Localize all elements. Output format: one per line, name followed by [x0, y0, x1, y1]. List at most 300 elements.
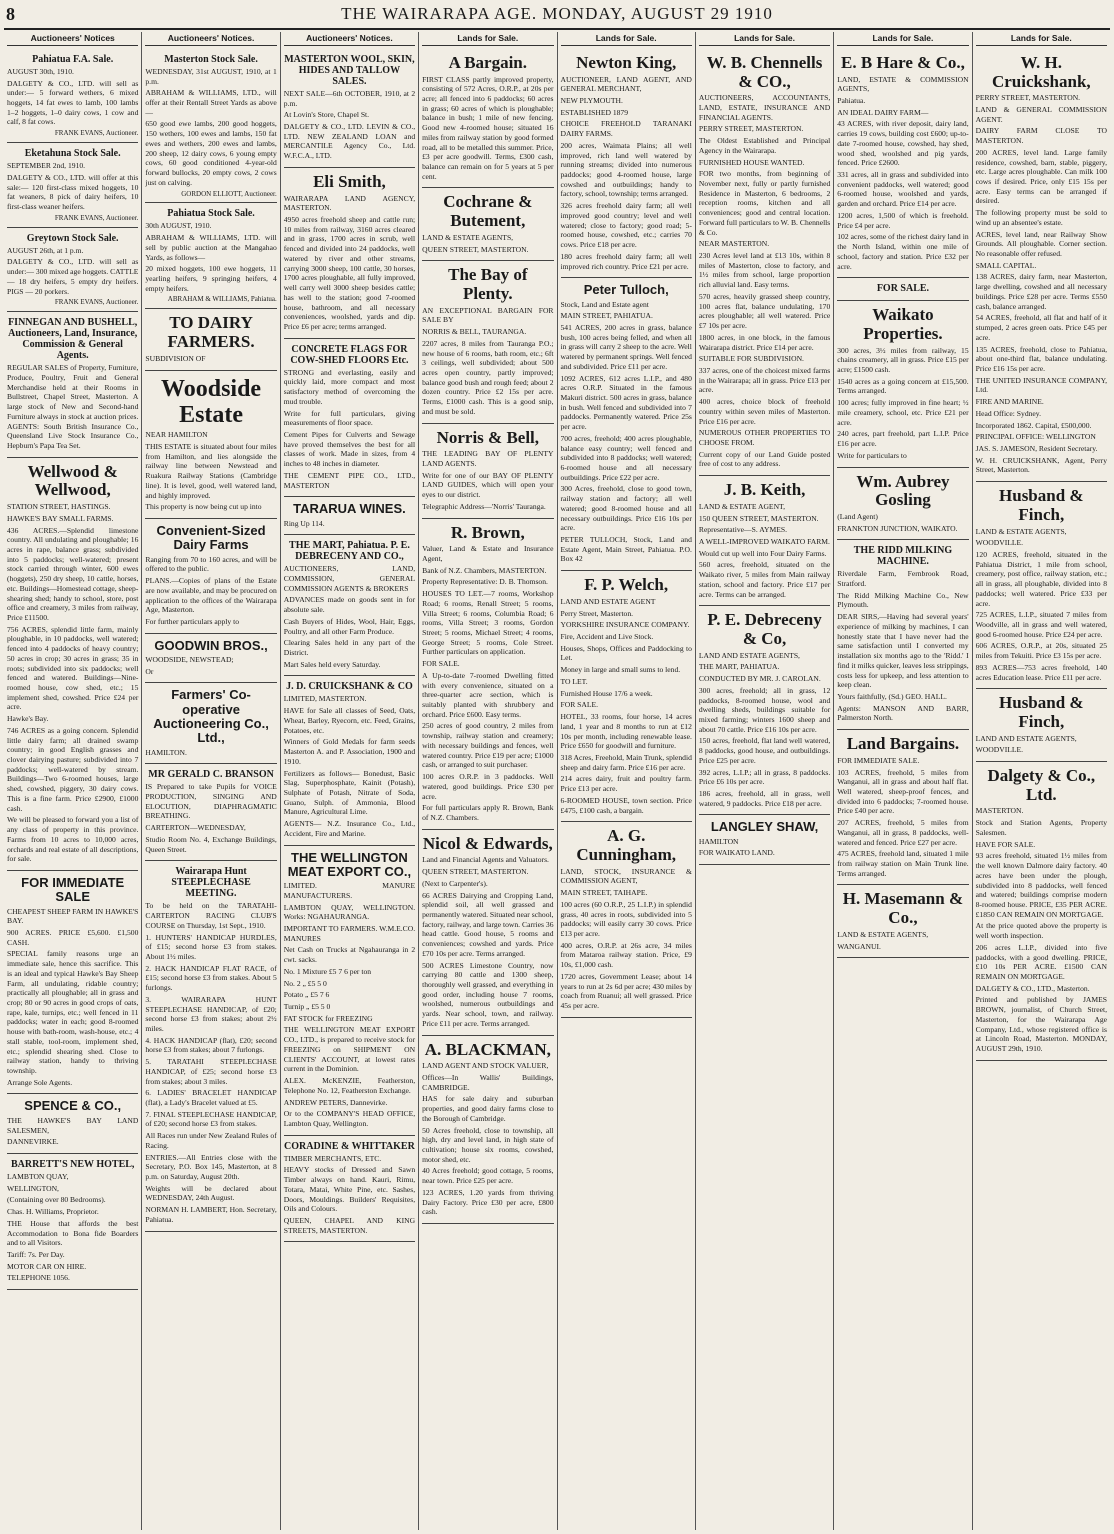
ad-body [837, 512, 968, 533]
ad-body [561, 75, 692, 272]
ad-body [145, 354, 276, 364]
advertisement [284, 49, 415, 168]
ad-text: 1720 acres, Government Lease; about 14 years to run at 2s 6d per acre; 430 miles by coach from Ruanui; all well grassed. Price 45s per acre. [560, 971, 692, 1010]
ad-text: Hawke's Bay. [7, 714, 49, 724]
ad-heading: Norris & Bell, [436, 427, 540, 447]
ad-text: LAMBTON QUAY, WELLINGTON. Works: NGAHAURANGA. [283, 902, 416, 922]
ad-text: 138 ACRES, dairy farm, near Masterton, large dwelling, cowshed and all necessary buildings. Price £28 per acre. Terms £550 cash, balance arranged. [975, 272, 1107, 311]
ad-body [837, 756, 968, 879]
ad-text: Furnished House 17/6 a week. [560, 688, 653, 698]
ad-text: QUEEN STREET, MASTERTON. [422, 244, 529, 254]
ad-text: LAND, STOCK, INSURANCE & COMMISSION AGENT, [560, 866, 692, 886]
ad-text: MAIN STREET, TAIHAPE. [560, 888, 648, 898]
ad-body [699, 651, 830, 809]
advertisement [561, 571, 692, 822]
ad-text: 1540 acres as a going concern at £15,500. Terms arranged. [837, 376, 969, 396]
ad-text: LAND, ESTATE & COMMISSION AGENTS, [837, 74, 969, 94]
ad-text: Printed and published by JAMES BROWN, journalist, of Church Street, Masterton, for the Wairarapa Age Company, Ltd., whose registered office is at Lincoln Road, Masterton. MONDAY, AUGUST 29th, 1910. [975, 995, 1107, 1053]
ad-body [976, 734, 1107, 755]
ad-text: 2. HACK HANDICAP FLAT RACE, of £15; second horse £3 from stakes. About 5 furlongs. [145, 963, 277, 993]
advertisement [837, 468, 968, 541]
ad-text: SUITABLE FOR SUBDIVISION. [698, 354, 804, 364]
ad-text: Turnip „ £5 5 0 [283, 1002, 331, 1012]
ad-text: 2207 acres, 8 miles from Tauranga P.O.; new house of 6 rooms, bath room, etc.; 6ft 3 ceilings, well subdivided; about 500 acres open country, partly improved; balance good bush and rough feed; about 2 dozen country. Price £2 15s per acre. Terms, £1000 cash. This is a good snip, and must be sold. [422, 338, 554, 416]
ad-text: Potato „ £5 7 6 [283, 990, 330, 1000]
ad-text: FOR WAIKATO LAND. [698, 848, 775, 858]
ad-body [145, 748, 276, 758]
ad-text: Arrange Sole Agents. [7, 1077, 73, 1087]
ad-body [7, 502, 138, 864]
ad-text: Write for one of our BAY OF PLENTY LAND GUIDES, which will open your eyes to our district. [422, 470, 554, 500]
ad-text: PLANS.—Copies of plans of the Estate are now available, and may be procured on application to the offices of the Wairarapa Age, Masterton. [145, 576, 277, 615]
ad-heading: J. B. Keith, [723, 480, 806, 500]
ad-text: The Oldest Established and Principal Agency in the Wairarapa. [698, 136, 831, 155]
ad-text: 331 acres, all in grass and subdivided into convenient paddocks, well watered; good 6-roomed house, woolshed and yards, garden and orchard. Price £14 per acre. [837, 170, 969, 209]
ad-text: 230 Acres level land at £13 10s, within 8 miles of Masterton, close to factory, and 1½ miles from school, large proportion rich alluvial land. Easy terms. [698, 251, 831, 290]
ad-body [284, 881, 415, 1129]
advertisement [422, 830, 553, 1036]
ad-text: DALGETY & CO., LTD. will sell as under:— 5 forward wethers, 6 mixed hoggets, 14 fat ewes to lamb, 100 lambs 1–2 hoggets, 1–0 dairy cows, 1 cow and calf, 8 fat cows. [7, 78, 139, 127]
advertisement [145, 683, 276, 764]
ad-text: QUEEN STREET, MASTERTON. [422, 867, 529, 877]
ad-heading: F. P. Welch, [584, 575, 669, 595]
ad-text: HAS for sale dairy and suburban properties, and good dairy farms close to the Borough of Cambridge. [422, 1094, 554, 1123]
masthead [0, 4, 1114, 26]
ad-text: 240 acres, part freehold, part L.I.P. Price £16 per acre. [837, 429, 969, 449]
ad-text: Fire, Accident and Live Stock. [560, 632, 654, 642]
ad-text: WOODSIDE, NEWSTEAD; [145, 654, 234, 664]
ad-heading: THE MART, Pahiatua. P. E. DEBRECENY AND CO., [289, 540, 410, 563]
advertisement [422, 188, 553, 261]
ad-text: HAVE for Sale all classes of Seed, Oats, Wheat, Barley, Ryecorn, etc. Feed, Grains, Potatoes, etc. [283, 706, 416, 735]
ad-heading: Greytown Stock Sale. [26, 232, 119, 244]
ad-heading: The Bay of Plenty. [448, 265, 528, 303]
ad-signature: ABRAHAM & WILLIAMS, Pahiatua. [167, 295, 277, 304]
ad-text: 1. HUNTERS' HANDICAP HURDLES, of £15; second horse £3 from stakes. About 1½ miles. [145, 932, 277, 961]
ad-text: ABRAHAM & WILLIAMS, LTD. will sell by public auction at the Mangahao Yards, as follows— [145, 233, 277, 262]
masthead-rule [4, 28, 1110, 30]
ad-text: Representative—S. AYMES. [698, 525, 787, 535]
ad-text: ALEX. McKENZIE, Featherston, Telephone No. 12, Featherston Exchange. [283, 1076, 416, 1095]
ad-text: IMPORTANT TO FARMERS. W.M.E.CO. MANURES [283, 924, 416, 943]
ad-text: CHEAPEST SHEEP FARM IN HAWKE'S BAY. [7, 906, 139, 926]
advertisement [7, 1094, 138, 1153]
ad-text: No. 1 Mixture £5 7 6 per ton [283, 966, 372, 976]
ad-text: 54 ACRES, freehold, all flat and half of it stumped, 2 acres green oats. Price £45 per acre. [975, 313, 1107, 342]
ad-text: (Next to Carpenter's). [422, 878, 488, 888]
column-8 [973, 32, 1110, 1530]
ad-body [284, 519, 415, 529]
ad-text: THE House that affords the best Accommodation to Bona fide Boarders and to all Visitors. [7, 1218, 139, 1248]
ad-body [145, 430, 276, 512]
ad-text: ANDREW PETERS, Dannevirke. [283, 1097, 388, 1107]
ad-body [284, 89, 415, 161]
ad-text: Current copy of our Land Guide posted free of cost to any address. [698, 449, 831, 469]
ad-text: PETER TULLOCH, Stock, Land and Estate Agent, Main Street, Pahiatua. P.O. Box 42 [560, 535, 692, 564]
ad-text: To be held on the TARATAHI-CARTERTON RACING CLUB'S COURSE on Thursday, 1st Sept., 1910. [145, 901, 277, 930]
advertisement [284, 168, 415, 339]
advertisement [145, 861, 276, 1231]
advertisement [145, 49, 276, 204]
ad-heading: A. G. Cunningham, [576, 826, 677, 864]
ad-text: HEAVY stocks of Dressed and Sawn Timber always on hand. Kauri, Rimu, Totara, Matai, White Pine, etc. Sashes, Doors, Mouldings. Builders' Requisites, Oils and Colours. [283, 1165, 416, 1214]
ad-heading: TO DAIRY FARMERS. [167, 313, 255, 352]
ad-text: At Lovin's Store, Chapel St. [283, 110, 370, 120]
ad-text: Stock and Station Agents, Property Salesmen. [975, 818, 1107, 837]
ad-text: 120 ACRES, freehold, situated in the Pahiatua District, 1 mile from school, creamery, post office, railway station, etc.; all in grass, all ploughable, divided into 8 paddocks; well watered. Price £33 per acre. [975, 549, 1107, 608]
ad-body [145, 901, 276, 1224]
ad-text: DANNEVIRKE. [7, 1137, 59, 1147]
ad-heading: W. H. Cruickshank, [991, 52, 1091, 91]
ad-text: 250 acres of good country, 2 miles from township, railway station and creamery; with necessary buildings and fences, well watered country. Price £19 per acre; £1000 cash, or arranged to suit purchaser. [422, 721, 554, 770]
ad-text: REGULAR SALES of Property, Furniture, Produce, Poultry, Fruit and General Merchandise held at their Rooms in Bullstreet, Chapel Street, Masterton. A large stock of New and Second-hand Furniture always in stock at auction prices. AGENTS: South British Insurance Co., Queensland Live Stock Insurance Co., Hepburn's Papa Tea Set. [7, 363, 139, 450]
advertisement [699, 606, 830, 815]
advertisement [7, 143, 138, 228]
ad-text: Winners of Gold Medals for farm seeds Masterton A. and P. Association, 1900 and 1910. [283, 737, 416, 766]
ad-heading: H. Masemann & Co., [842, 889, 964, 928]
ad-text: Riverdale Farm, Fernbrook Road, Stratford. [837, 569, 969, 589]
ad-text: LAND AND ESTATE AGENT [560, 596, 656, 606]
ad-text: 206 acres L.I.P., divided into five paddocks, with a good dwelling. PRICE, £10 10s PER ACRE. £1500 CAN REMAIN ON MORTGAGE. [975, 942, 1107, 981]
ad-text: ESTABLISHED 1879 [560, 107, 629, 117]
advertisement [145, 371, 276, 520]
ad-text: 1800 acres, in one block, in the famous Wairarapa district. Price £14 per acre. [698, 332, 831, 352]
ad-text: 5. TARATAHI STEEPLECHASE HANDICAP, of £25; second horse £3 from stakes; about 3 miles. [145, 1057, 277, 1086]
ad-text: 6. LADIES' BRACELET HANDICAP (flat), a Lady's Bracelet valued at £5. [145, 1088, 277, 1108]
ad-text: HAMILTON [698, 836, 739, 846]
ad-signature: FRANK EVANS, Auctioneer. [54, 129, 139, 138]
ad-heading: Dalgety & Co., Ltd. [987, 766, 1096, 804]
ad-text: 300 acres, 3½ miles from railway, 15 chains creamery, all in grass. Price £15 per acre; £1500 cash. [837, 345, 969, 375]
ad-text: Stock, Land and Estate agent [560, 299, 649, 309]
ad-body [699, 837, 830, 858]
ad-text: YORKSHIRE INSURANCE COMPANY. [560, 620, 690, 630]
ad-text: THE UNITED INSURANCE COMPANY, Ltd. [975, 375, 1107, 395]
ad-heading: FINNEGAN AND BUSHELL, Auctioneers, Land, Insurance, Commission & General Agents. [8, 317, 138, 362]
ad-text: 66 ACRES Dairying and Cropping Land, splendid soil, all well grassed and permanently watered. Situated near school, factory, railway, and large town. Carries 36 head cattle. Good house, 5 rooms and conveniences; cowshed and yards. Price £70 10s per acre. Terms arranged. [422, 890, 554, 958]
ad-text: TELEPHONE 1056. [7, 1273, 70, 1283]
ad-text: DAIRY FARM CLOSE TO MASTERTON. [975, 126, 1107, 146]
advertisement [7, 1154, 138, 1290]
column-4 [419, 32, 557, 1530]
ad-text: 20 mixed hoggets, 100 ewe hoggets, 11 yearling heifers, 9 springing heifers, 4 empty heifers. [145, 264, 277, 293]
ad-signature: GORDON ELLIOTT, Auctioneer. [181, 189, 277, 198]
advertisement [7, 228, 138, 313]
ad-text: ABRAHAM & WILLIAMS, LTD., will offer at their Rentall Street Yards as above— [145, 88, 277, 117]
advertisement [422, 261, 553, 423]
ad-text: FIRE AND MARINE. [975, 397, 1044, 407]
ad-text: CONDUCTED BY MR. J. CAROLAN. [698, 674, 821, 684]
ad-body [422, 544, 553, 822]
ad-heading: Eketahuna Stock Sale. [24, 148, 121, 160]
ad-heading: Cochrane & Butement, [443, 192, 533, 231]
advertisement [976, 49, 1107, 482]
column-5 [558, 32, 696, 1530]
column-3 [281, 32, 419, 1530]
ad-text: Ranging from 70 to 160 acres, and will be offered to the public. [145, 554, 277, 574]
ad-text: DALGETY & CO., LTD. will sell as under:— 300 mixed age hoggets. CATTLE — 18 dry heifers, 5 empty dry heifers. PIGS — 20 porkers. [7, 257, 139, 296]
ad-text: 4950 acres freehold sheep and cattle run; 10 miles from railway, 3160 acres cleared and in grass, 1700 acres in scrub, well fenced and divided into 24 paddocks, well watered by river and other streams, carrying 3000 sheep, 100 cattle, 30 horses, 1700 acres ploughable, all fully improved, well carry well 3000 sheep besides cattle; has well to the station; good 7-roomed house, bathroom, and all necessary conveniences, woolshed, yards and dip. Price £6 per acre; terms arranged. [283, 215, 416, 331]
ad-text: 900 ACRES. PRICE £5,600. £1,500 CASH. [7, 927, 139, 947]
advertisement [837, 885, 968, 958]
advertisement [699, 476, 830, 606]
column-header: Lands for Sale. [561, 32, 692, 46]
ad-heading: W. B. Chennells & CO., [706, 52, 823, 91]
ad-text: 500 ACRES Limestone Country, now carrying 80 cattle and 1300 sheep, thoroughly well grassed, and everything in good order, including house 7 rooms, woolshed, numerous outbuildings and yards. Near school, town, and railway. Price £11 per acre. Terms arranged. [422, 960, 554, 1028]
ad-heading: Waikato Properties. [863, 305, 943, 343]
ad-text: TIMBER MERCHANTS, ETC. [283, 1153, 382, 1163]
ad-text: FOR SALE. [422, 659, 460, 669]
ad-text: 102 acres, some of the richest dairy land in the North Island, within one mile of school, factory and station. Price £32 per acre. [837, 232, 969, 271]
column-header: Auctioneers' Notices. [145, 32, 276, 46]
ad-text: 50 Acres freehold, close to township, all high, dry and level land, in high state of cultivation; house six rooms, cowshed, motor shed, etc. [422, 1125, 554, 1164]
advertisement [837, 278, 968, 301]
ad-body [284, 194, 415, 332]
ad-text: NORRIS & BELL, TAURANGA. [422, 327, 527, 337]
column-2 [142, 32, 280, 1530]
ad-text: 135 ACRES, freehold, close to Pahiatua, about one-third flat, balance undulating. Price £16 15s per acre. [975, 344, 1107, 373]
ad-text: Would cut up well into Four Dairy Farms. [698, 548, 827, 558]
advertisement [699, 49, 830, 476]
column-header: Lands for Sale. [837, 32, 968, 46]
advertisement [976, 482, 1107, 689]
ad-text: 700 acres, freehold; 400 acres ploughable, balance easy country; well fenced and subdivided into 8 paddocks; well watered; 6-roomed house and all necessary outbuildings. Price £22 per acre. [560, 433, 692, 482]
ad-text: Offices—In Wallis' Buildings, CAMBRIDGE. [422, 1072, 554, 1092]
ad-body [699, 93, 830, 469]
ad-text: AN IDEAL DAIRY FARM— [837, 107, 929, 117]
ad-text: PRINCIPAL OFFICE: WELLINGTON [975, 432, 1096, 442]
ad-text: 436 ACRES.—Splendid limestone country. All undulating and ploughable; 16 acres in rape, balance grass; subdivided into 5 paddocks; well-watered; present stock carried through winter, 600 ewes (hoggets), 250 dry sheep, 10 cattle, horses, etc. Buildings—Homestead cottage, sheep-shearing shed; handy to school, store, post office and creamery, 3 miles from railway, Price £11500. [7, 525, 139, 622]
ad-signature: FRANK EVANS, Auctioneer. [54, 213, 139, 222]
ad-text: STATION STREET, HASTINGS. [7, 502, 111, 512]
ad-text: TO LET. [560, 676, 588, 686]
ad-text: Cement Pipes for Culverts and Sewage have proved themselves the best for all classes of work. Made in sizes, from 4 inches to 48 inches in diameter. [283, 429, 416, 469]
ad-heading: Wairarapa Hunt STEEPLECHASE MEETING. [171, 866, 251, 900]
ad-body [284, 368, 415, 491]
ad-text: 30th AUGUST, 1910. [145, 221, 212, 231]
ad-body [422, 233, 553, 254]
column-6 [696, 32, 834, 1530]
advertisement [976, 689, 1107, 762]
ad-text: WANGANUI. [837, 941, 881, 951]
ad-text: 7. FINAL STEEPLECHASE HANDICAP, of £20; second horse £3 from stakes. [145, 1109, 277, 1129]
ad-text: LAND & ESTATE AGENTS, [422, 232, 514, 242]
ad-signature: FRANK EVANS, Auctioneer. [54, 298, 139, 307]
ad-text: DALGETY & CO., LTD. will offer at this sale:— 120 first-class mixed hoggets, 10 fat weaners, 8 pick of dairy heifers, 10 first-class weaner heifers. [7, 172, 139, 212]
ad-text: 6-ROOMED HOUSE, town section. Price £475, £100 cash, a bargain. [560, 795, 692, 815]
advertisement [837, 730, 968, 885]
ad-text: Studio Room No. 4, Exchange Buildings, Queen Street. [145, 834, 277, 854]
ad-text: Pahiatua. [837, 96, 866, 105]
ad-text: LAND & ESTATE AGENTS, [975, 526, 1067, 536]
ad-text: QUEEN, CHAPEL AND KING STREETS, MASTERTON. [283, 1215, 416, 1235]
ad-text: Mart Sales held every Saturday. [283, 659, 381, 669]
advertisement [145, 309, 276, 370]
ad-heading: Land Bargains. [846, 734, 960, 754]
ad-text: 606 ACRES, O.R.P., at 20s, situated 25 miles from Tekuiti. Price £3 15s per acre. [975, 641, 1107, 661]
column-header: Lands for Sale. [699, 32, 830, 46]
advertisement [561, 822, 692, 1017]
ad-text: FIRST CLASS partly improved property, consisting of 572 Acres, O.R.P., at 20s per acre; all fenced into 6 paddocks; 60 acres in grass; 60 acres of which is ploughable; balance in bush; 1 mile of new fencing. Good new 4-roomed house; situated 16 miles from railway station by good formed road, all to be metalled this summer. Price, £3 per acre goodwill. Terms, £300 cash, balance can remain on for 5 years at 5 per cent. [422, 74, 554, 181]
ad-body [145, 782, 276, 854]
ad-text: 560 acres, freehold, situated on the Waikato river, 5 miles from Main railway station, school and factory. Price £17 per acre. Terms can be arranged. [698, 560, 831, 599]
ad-body [837, 569, 968, 723]
ad-text: 725 ACRES, L.I.P., situated 7 miles from Woodville, all in grass and well watered, good 6-roomed house. Price £24 per acre. [975, 610, 1107, 639]
ad-text: Agents: MANSON AND BARR, Palmerston North. [837, 703, 969, 723]
ad-heading: GOODWIN BROS., [154, 637, 268, 653]
ad-heading: CORADINE & WHITTAKER [284, 1140, 415, 1152]
ad-body [561, 867, 692, 1011]
ad-text: 43 ACRES, with river deposit, dairy land, carries 19 cows, building cost £600; up-to-date 7-roomed house, cowshed, hay shed, wood shed, woolshed and pig yards, fenced. Price £2600. [837, 119, 969, 168]
ad-text: WOODVILLE. [975, 745, 1024, 755]
ad-heading: E. B Hare & Co., [841, 52, 965, 72]
ad-body [145, 221, 276, 293]
ad-text: A Up-to-date 7-roomed Dwelling fitted with every convenience, situated on a three-quarter acre section, which is suitably planted with shrubbery and orchard. Price £600. Easy terms. [422, 670, 554, 719]
ad-text: 318 Acres, Freehold, Main Trunk, splendid sheep and dairy farm. Price £16 per acre. [560, 752, 692, 772]
ad-text: LAND & ESTATE AGENT, [698, 501, 786, 511]
ad-text: FOR IMMEDIATE SALE. [837, 755, 920, 765]
ad-body [7, 67, 138, 127]
ad-text: AUCTIONEERS, ACCOUNTANTS, LAND, ESTATE, INSURANCE AND FINANCIAL AGENTS. [698, 93, 831, 122]
ad-text: Cash Buyers of Hides, Wool, Hair, Eggs, Poultry, and all other Farm Produce. [283, 616, 416, 636]
ad-body [145, 555, 276, 627]
advertisement [422, 424, 553, 519]
ad-text: 150 QUEEN STREET, MASTERTON. [698, 513, 819, 523]
ad-body [561, 597, 692, 815]
ad-text: Property Representative: D. B. Thomson. [422, 577, 548, 587]
column-header: Lands for Sale. [976, 32, 1107, 46]
advertisement [284, 339, 415, 498]
ad-text: 200 acres, Waimata Plains; all well improved, rich land well watered by running streams; divided into numerous paddocks; good 4-roomed house, large cowshed and outbuildings; handy to factory, school, township; terms arranged. [560, 140, 692, 199]
ad-text: 100 acres O.R.P. in 3 paddocks. Well watered, good buildings. Price £30 per acre. [422, 772, 554, 801]
ad-text: LAND AND ESTATE AGENTS, [975, 733, 1077, 743]
ad-heading: CONCRETE FLAGS FOR COW-SHED FLOORS Etc. [290, 343, 409, 366]
ad-body [837, 930, 968, 951]
ad-text: The Ridd Milking Machine Co., New Plymouth. [837, 590, 969, 610]
ad-text: WELLINGTON, [7, 1183, 59, 1193]
ad-text: 1200 acres, 1,500 of which is freehold. Price £4 per acre. [837, 210, 969, 230]
ad-text: PERRY STREET, MASTERTON. [975, 93, 1081, 103]
ad-heading: Convenient-Sized Dairy Farms [156, 523, 266, 553]
advertisement [284, 1136, 415, 1243]
ad-text: Telegraphic Address—'Norris' Tauranga. [422, 501, 546, 511]
column-header: Auctioneers' Notices [7, 32, 138, 46]
ad-body [7, 1172, 138, 1283]
ad-heading: Newton King, [576, 52, 677, 72]
ad-text: NEAR MASTERTON. [698, 239, 770, 249]
ad-body [7, 363, 138, 450]
ad-text: Valuer, Land & Estate and Insurance Agent, [422, 544, 554, 563]
ad-body [145, 67, 276, 188]
ad-text: AUCTIONEER, LAND AGENT, AND GENERAL MERCHANT, [560, 74, 692, 94]
ad-heading: Masterton Stock Sale. [164, 53, 258, 65]
ad-text: LAND & GENERAL COMMISSION AGENT. [975, 104, 1107, 124]
ad-text: 3. WAIRARAPA HUNT STEEPLECHASE HANDICAP, of £20; second horse £3 from stakes; about 2½ miles. [145, 994, 277, 1033]
advertisement [837, 49, 968, 278]
ad-text: Yours faithfully, (Sd.) GEO. HALL. [837, 691, 947, 701]
ad-body [422, 1061, 553, 1217]
ad-text: SUBDIVISION OF [145, 353, 206, 363]
ad-text: No. 2 „ £5 5 0 [283, 978, 327, 988]
ad-body [284, 1154, 415, 1236]
ad-text: THE HAWKE'S BAY LAND SALESMEN, [7, 1115, 139, 1135]
ad-text: Bank of N.Z. Chambers, MASTERTON. [422, 565, 547, 575]
ad-heading: Nicol & Edwards, [422, 833, 553, 853]
ad-text: NORMAN H. LAMBERT, Hon. Secretary, Pahiatua. [145, 1205, 277, 1224]
ad-body [422, 855, 553, 1028]
advertisement [284, 497, 415, 535]
ad-text: 123 ACRES, 1.20 yards from thriving Dairy Factory. Price £30 per acre, £800 cash. [422, 1187, 554, 1217]
ad-text: Head Office: Sydney. [975, 408, 1041, 418]
ad-heading: Wm. Aubrey Gosling [856, 471, 950, 510]
advertisement [561, 49, 692, 278]
ad-text: CARTERTON—WEDNESDAY, [145, 823, 246, 833]
ad-body [699, 502, 830, 599]
newspaper-title: THE WAIRARAPA AGE. MONDAY, AUGUST 29 1910 [341, 4, 773, 23]
ad-text: HOTEL, 33 rooms, four horse, 14 acres land, 1 year and 8 months to run at £12 10s per month, including renewable lease. Price £650 for goodwill and furniture. [560, 712, 692, 751]
advertisement [561, 278, 692, 571]
ad-heading: A. BLACKMAN, [424, 1039, 551, 1059]
advertisement [284, 846, 415, 1136]
ad-text: ACRES, level land, near Railway Show Grounds. All ploughable. Corner section. No reasonable offer refused. [975, 229, 1107, 259]
ad-heading: J. D. CRUICKSHANK & CO [286, 681, 413, 693]
ad-text: MOTOR CAR ON HIRE. [7, 1261, 87, 1271]
ad-text: JAS. S. JAMESON, Resident Secretary. [975, 443, 1098, 453]
ad-text: Perry Street, Masterton. [560, 608, 634, 618]
ad-text: 300 Acres, freehold, close to good town, railway station and factory; all well watered; good 8-roomed house and all necessary outbuildings. Price £16 10s per acre. [560, 484, 692, 533]
ad-heading: Husband & Finch, [999, 693, 1084, 731]
advertisement [7, 312, 138, 457]
ad-text: 40 Acres freehold; good cottage, 5 rooms, near town. Price £25 per acre. [422, 1166, 554, 1186]
ad-heading: Pahiatua F.A. Sale. [32, 53, 114, 65]
ad-heading: THE WELLINGTON MEAT EXPORT CO., [287, 849, 412, 879]
ad-heading: Wellwood & Wellwood, [27, 461, 118, 500]
ad-text: A WELL-IMPROVED WAIKATO FARM. [698, 536, 830, 546]
ad-text: Money in large and small sums to lend. [560, 665, 681, 675]
ad-text: NUMEROUS OTHER PROPERTIES TO CHOOSE FROM. [698, 428, 831, 447]
ad-text: 103 ACRES, freehold, 5 miles from Wanganui, all in grass and about half flat. Well watered, sheep-proof fences, and divided into 6 paddocks; 7-roomed house. Price £40 per acre. [837, 767, 969, 816]
ad-text: LAND AND ESTATE AGENTS, [698, 650, 800, 660]
ad-text: WOODVILLE. [975, 538, 1024, 548]
ad-text: 4. HACK HANDICAP (flat), £20; second horse £3 from stakes; about 7 furlongs. [145, 1035, 277, 1055]
ad-heading: Farmers' Co-operative Auctioneering Co., Ltd., [153, 687, 269, 746]
ad-text: WEDNESDAY, 31st AUGUST, 1910, at 1 p.m. [145, 66, 277, 86]
ad-text: We will be pleased to forward you a list of any class of property in this province. Farms from 10 acres to 10,000 acres, orchards and real estate of all descriptions, for sale. [7, 815, 139, 864]
ad-text: 756 ACRES, splendid little farm, mainly ploughable, in 10 paddocks, well watered; fenced into 4 paddocks of heavy country; 50 acres in crop; 30 acres in grass; 35 in roots; subdivided into six paddocks; well fenced and watered. Buildings—Nine-roomed house, cow shed, etc.; 15 implement shed, cowshed. Price £24 per acre. [7, 624, 139, 712]
ad-body [7, 1116, 138, 1147]
ad-text: ENTRIES.—All Entries close with the Secretary, P.O. Box 145, Masterton, at 8 p.m. on Saturday, August 20th. [145, 1152, 277, 1182]
advertisement [284, 535, 415, 676]
ad-text: 400 acres, O.R.P. at 26s acre, 34 miles from Mataroa railway station. Price, £9 10s, £1,000 cash. [560, 940, 692, 970]
ad-heading: THE RIDD MILKING MACHINE. [853, 545, 953, 568]
advertisement [837, 301, 968, 467]
ad-text: THE LEADING BAY OF PLENTY LAND AGENTS. [422, 449, 554, 468]
ad-heading: Eli Smith, [313, 171, 386, 191]
ad-text: Net Cash on Trucks at Ngahauranga in 2 cwt. sacks. [283, 945, 416, 965]
ad-text: LAND & ESTATE AGENTS, [837, 929, 929, 939]
ad-text: MAIN STREET, PAHIATUA. [560, 311, 653, 321]
ad-heading: TARARUA WINES. [293, 501, 406, 517]
ad-heading: R. Brown, [450, 522, 525, 542]
ad-text: HAMILTON. [145, 747, 187, 757]
ad-text: FURNISHED HOUSE WANTED. [698, 157, 805, 167]
ad-heading: Husband & Finch, [999, 486, 1084, 524]
ad-text: AGENTS— N.Z. Insurance Co., Ltd., Accident, Fire and Marine. [283, 819, 416, 838]
ad-heading: MASTERTON WOOL, SKIN, HIDES AND TALLOW SALES. [284, 53, 415, 87]
ad-heading: Woodside Estate [161, 375, 262, 428]
ad-text: THE MART, PAHIATUA. [698, 662, 780, 672]
ad-heading: Pahiatua Stock Sale. [167, 208, 255, 220]
